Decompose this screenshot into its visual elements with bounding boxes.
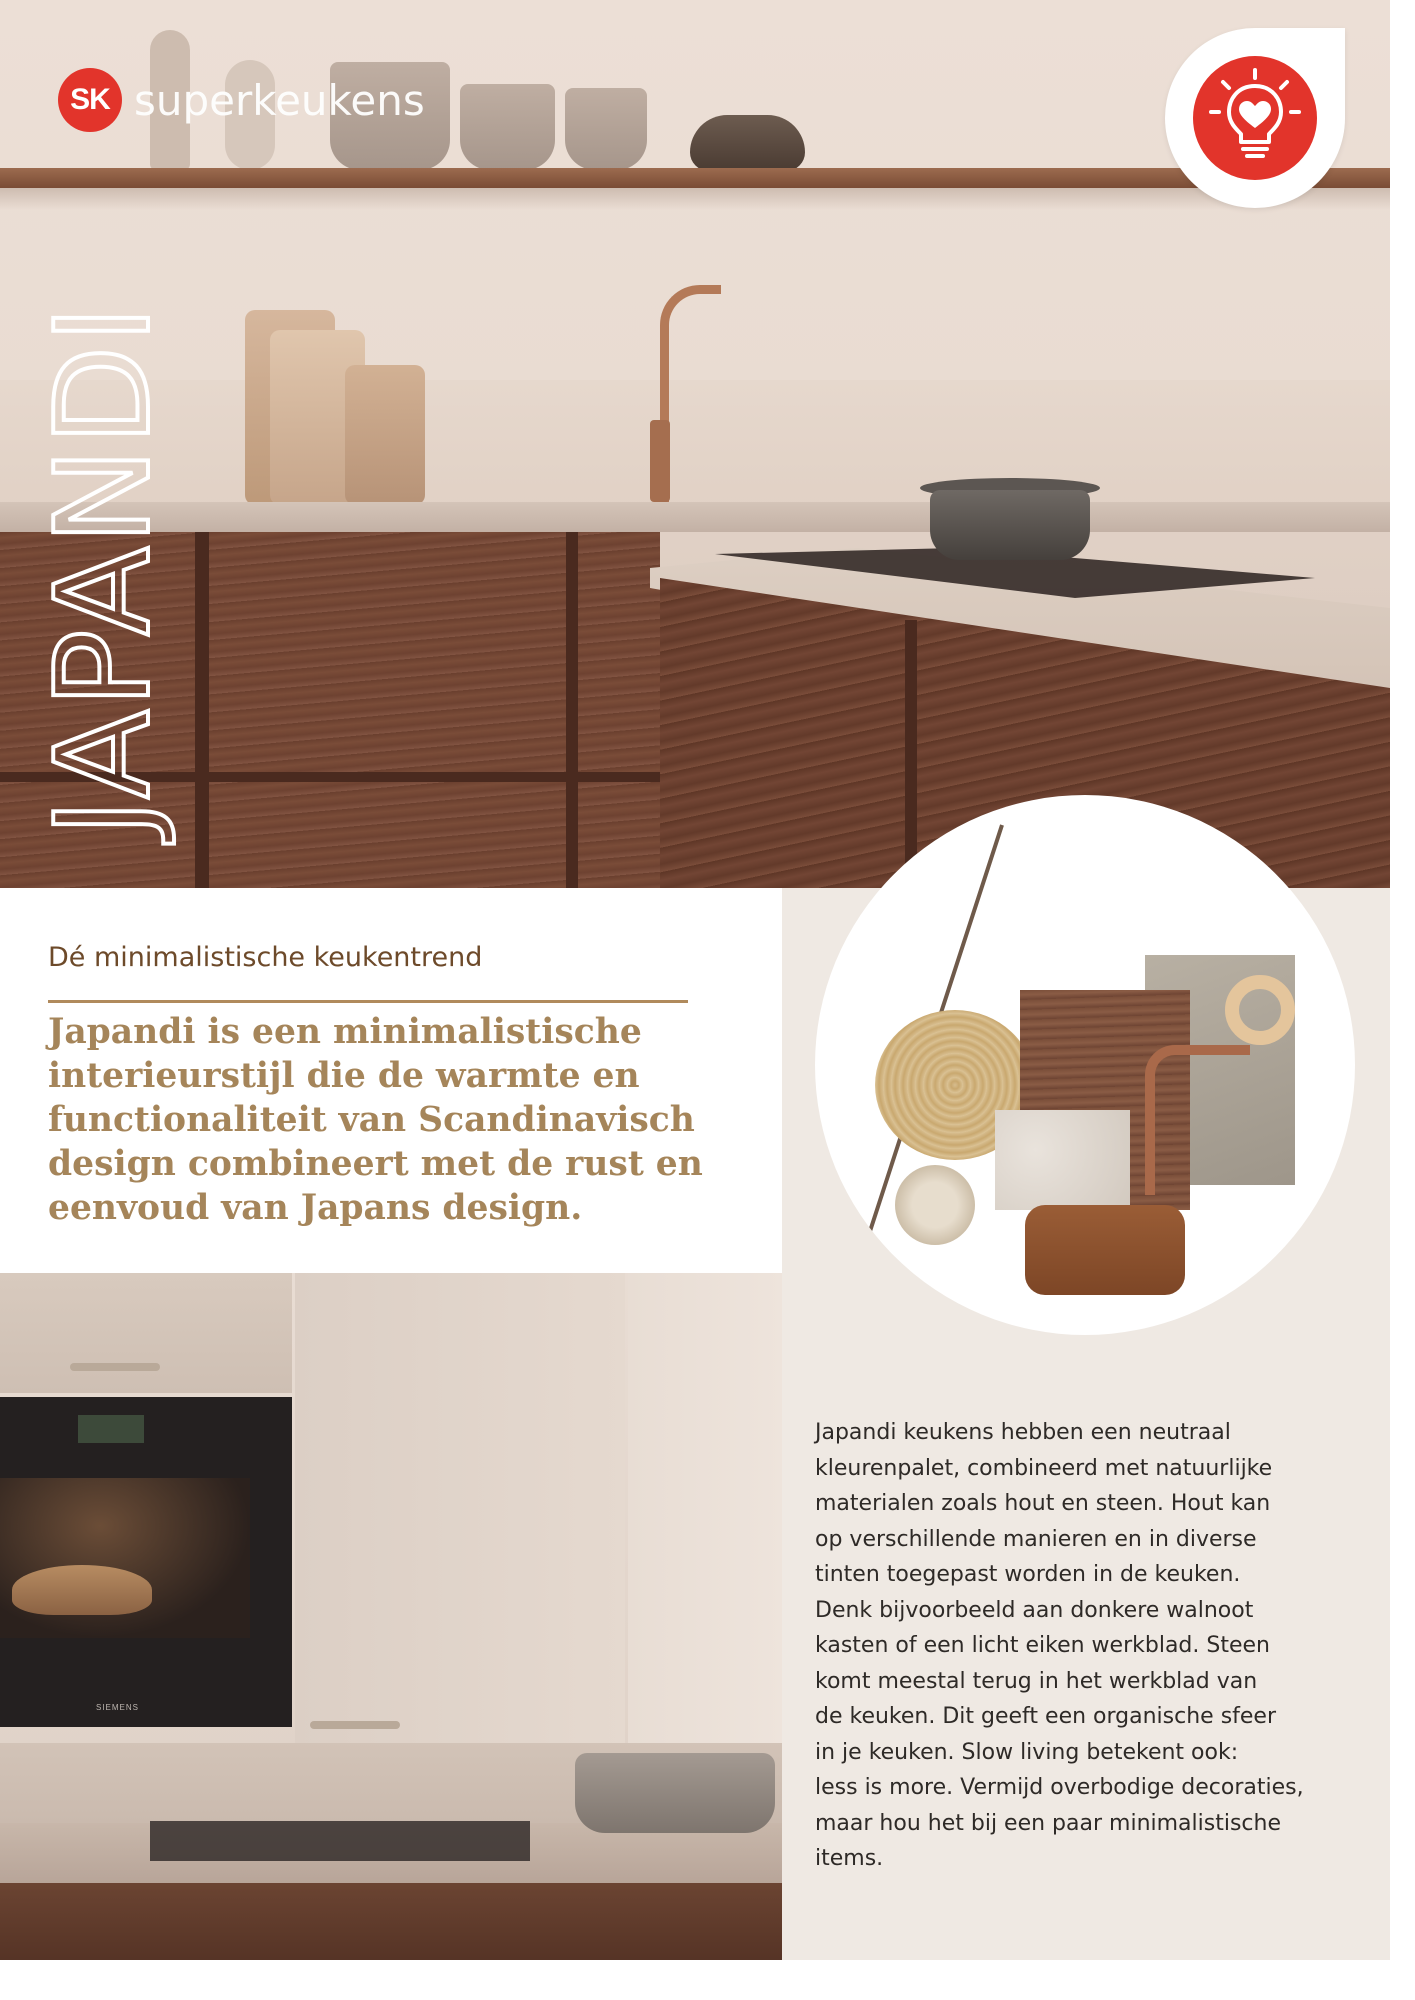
cabinet-gap [566, 532, 578, 888]
logo-wordmark: superkeukens [134, 75, 425, 125]
teapot [690, 115, 805, 171]
cutting-board [345, 365, 425, 505]
stacked-bowls [565, 88, 647, 170]
body-line: less is more. Vermijd overbodige decoraties, [815, 1775, 1304, 1800]
vertical-title [28, 270, 178, 870]
brand-logo[interactable] [58, 68, 425, 132]
serving-board [1025, 1205, 1185, 1295]
kicker: Dé minimalistische keukentrend [48, 942, 483, 973]
cooking-pot [575, 1753, 775, 1833]
copper-tap-sample [1145, 1045, 1250, 1195]
stacked-bowls [460, 84, 555, 170]
intro-lead: Japandi is een minimalistische interieurstijl die de warmte en functionaliteit van Scandinavisch design combineert met de rust en eenvoud van Japans design. [48, 1012, 703, 1228]
cabinet-gap [195, 532, 209, 888]
body-line: Japandi keukens hebben een neutraal [815, 1420, 1231, 1445]
body-line: Denk bijvoorbeeld aan donkere walnoot [815, 1597, 1254, 1623]
cooking-pot [930, 490, 1090, 560]
wooden-knot [1225, 975, 1295, 1045]
body-line: kleurenpalet, combineerd met natuurlijke [815, 1455, 1273, 1481]
base-cabinet [0, 1883, 782, 1960]
shelf-shadow [0, 188, 1390, 210]
island-seam [905, 620, 917, 888]
body-line: tinten toegepast worden in de keuken. [815, 1562, 1241, 1587]
oven-photo [0, 1273, 782, 1960]
stone-sample [995, 1110, 1130, 1210]
lightbulb-heart-icon [1193, 56, 1317, 180]
logo-mark: SK [58, 68, 122, 132]
body-line: op verschillende manieren en in diverse [815, 1526, 1257, 1552]
moodboard-circle [815, 795, 1355, 1335]
vertical-title-text: JAPANDI [27, 303, 179, 837]
bread [12, 1565, 152, 1615]
body-line: materialen zoals hout en steen. Hout kan [815, 1491, 1271, 1516]
divider [48, 1000, 688, 1003]
oven-brand: SIEMENS [96, 1703, 140, 1712]
body-line: de keuken. Dit geeft een organische sfeer [815, 1704, 1277, 1729]
hob [150, 1821, 530, 1861]
tall-cabinet-door [628, 1273, 782, 1743]
tall-cabinet-door [295, 1273, 625, 1743]
body-line: komt meestal terug in het werkblad van [815, 1668, 1258, 1694]
ceramic-bowl [895, 1165, 975, 1245]
upper-cabinet [0, 1273, 292, 1393]
cabinet-handle [70, 1363, 160, 1371]
body-line: kasten of een licht eiken werkblad. Steen [815, 1633, 1270, 1658]
body-text [815, 1415, 1375, 1877]
back-countertop [0, 502, 1390, 532]
body-line: in je keuken. Slow living betekent ook: [815, 1739, 1239, 1765]
body-line: maar hou het bij een paar minimalistische [815, 1810, 1281, 1836]
cabinet-handle [310, 1721, 400, 1729]
oven-display [78, 1415, 144, 1443]
body-line: items. [815, 1846, 884, 1871]
copper-tap-base [650, 420, 670, 502]
idea-badge [1165, 28, 1345, 208]
